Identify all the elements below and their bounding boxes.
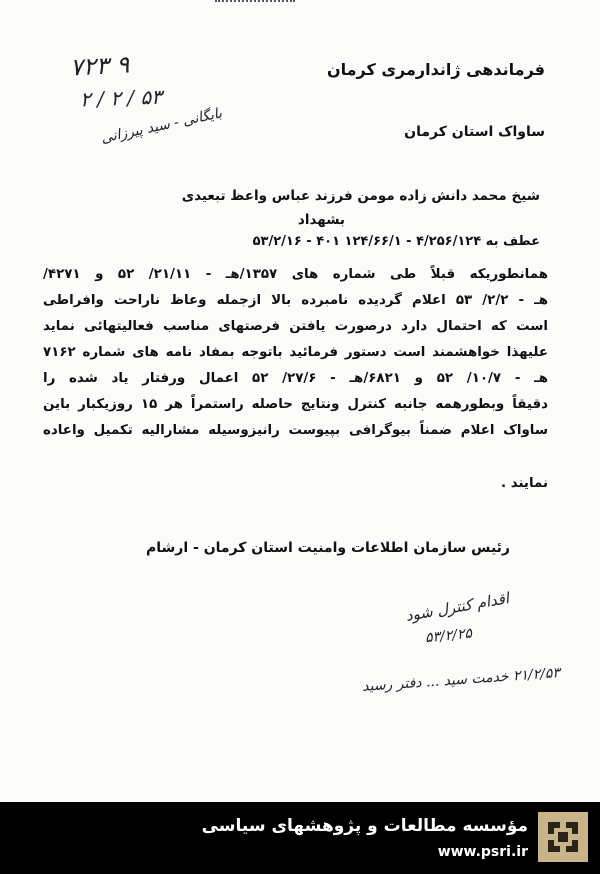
psri-logo-icon <box>538 812 588 862</box>
addressee: فرماندهی ژاندارمری کرمان <box>326 60 545 79</box>
scan-mark <box>215 0 295 8</box>
handwritten-date: ۲ / ۲ / ۵۳ <box>79 84 163 112</box>
body-line: هـ - ۲/۲/ ۵۳ اعلام گردیده نامبرده بالا ازجمله وعاظ ناراحت وافراطی <box>43 293 548 308</box>
signature-line: رئیس سازمان اطلاعات وامنیت استان کرمان - ارشام <box>146 540 510 556</box>
body-line: همانطوریکه قبلاً طی شماره های ۱۳۵۷/هـ - ۲۱/۱۱/ ۵۲ و ۴۲۷۱/ <box>43 267 548 282</box>
footer-bar <box>0 802 600 874</box>
body-line: علیهذا خواهشمند است دستور فرمائید باتوجه بمفاد نامه های شماره ۷۱۶۲ <box>43 345 548 360</box>
body-line: ساواک اعلام ضمناً بیوگرافی بپیوست رانیزوسیله مشارالیه تکمیل واعاده <box>43 423 548 438</box>
body-line: دقیقاً وبطورهمه جانبه کنترل ونتایج حاصله راستمراً هر ۱۵ روزیکبار باین <box>43 397 548 412</box>
body-line: هـ - ۱۰/۷/ ۵۲ و ۶۸۲۱/هـ - ۲۷/۶/ ۵۲ اعمال ورفتار یاد شده را <box>43 371 548 386</box>
handwritten-receipt-note: ۲۱/۲/۵۳ خدمت سید ... دفتر رسید <box>361 665 561 695</box>
subject-line: شیخ محمد دانش زاده مومن فرزند عباس واعظ تبعیدی <box>181 188 540 204</box>
reference-line: عطف به ۴/۲۵۶/۱۲۴ - ۱۲۴/۶۶/۱ ۴۰۱ - ۵۳/۲/۱۶ <box>252 234 540 249</box>
body-line: است که احتمال دارد درصورت یافتن فرصتهای مناسب فعالیتهائی نماید <box>43 319 548 334</box>
body-line: نمایند . <box>500 476 548 491</box>
handwritten-note: اقدام کنترل شود <box>404 589 511 625</box>
handwritten-archive-note: بایگانی - سید پیرزانی <box>99 105 224 147</box>
footer-org-name: مؤسسه مطالعات و پژوهشهای سیاسی <box>201 816 528 836</box>
location-line: بشهداد <box>297 212 345 228</box>
psri-logo-mark <box>544 818 582 856</box>
sender-office: ساواک استان کرمان <box>404 124 545 140</box>
footer-url[interactable]: www.psri.ir <box>437 844 528 860</box>
handwritten-note-date: ۵۳/۲/۲۵ <box>424 625 473 647</box>
handwritten-number: ۷۲۳ ۹ <box>69 50 130 82</box>
